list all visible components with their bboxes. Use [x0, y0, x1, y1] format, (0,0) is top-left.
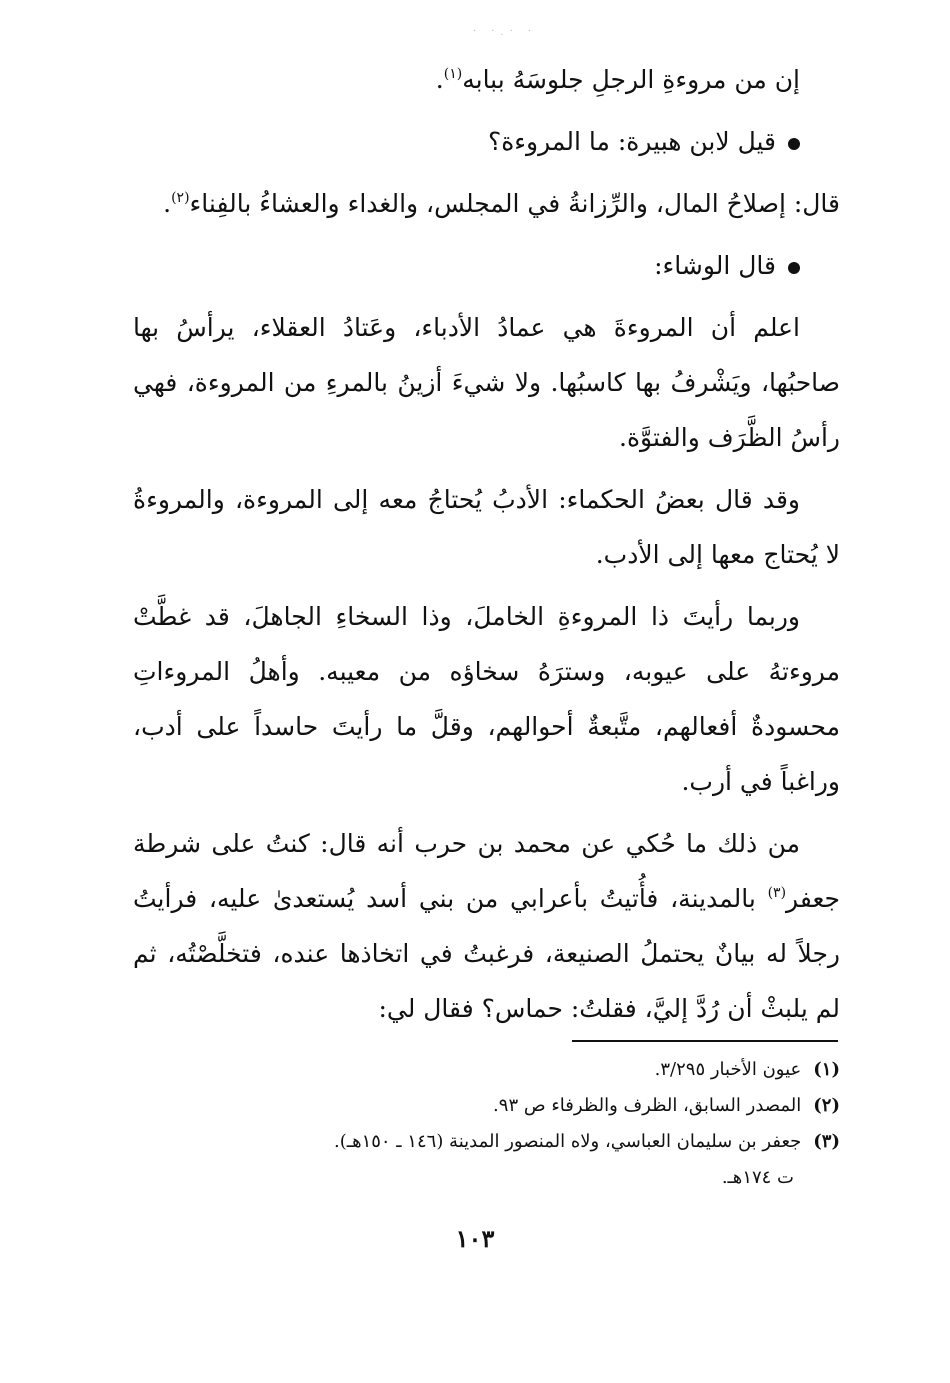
footnote-ref-1[interactable]: (١) [443, 66, 463, 82]
footnote-number: (٣) [813, 1131, 840, 1152]
footnote-1 [133, 1052, 840, 1088]
story-text-a: من ذلك ما حُكي عن محمد بن حرب أنه قال: كنتُ على شرطة جعفر [133, 829, 840, 913]
footnote-number: (٢) [813, 1095, 840, 1116]
footnotes [133, 1052, 840, 1196]
footnote-ref-3[interactable]: (٣) [767, 885, 787, 901]
footnote-3-continued: ت ١٧٤هـ. [721, 1167, 794, 1188]
paragraph-rubbama: وربما رأيتَ ذا المروءةِ الخاملَ، وذا السخاءِ الجاهلَ، قد غطَّتْ مروءتهُ على عيوبه، وسترَهُ سخاؤه من معيبه. وأهلُ المروءاتِ محسودةٌ أفعالهم، متَّبعةٌ أحوالهم، وقلَّ ما رأيتَ حاسداً على أدب، وراغباً في أرب. [133, 602, 840, 796]
bullet-icon [788, 138, 800, 150]
bullet-icon [788, 262, 800, 274]
washsha-heading [133, 238, 840, 293]
opening-text: إن من مروءةِ الرجلِ جلوسَهُ ببابه [462, 65, 800, 94]
footnote-ref-2[interactable]: (٢) [171, 190, 190, 206]
paragraph-story [133, 816, 840, 1036]
answer-hubaira-text: قال: إصلاحُ المال، والرِّزانةُ في المجلس، والغداء والعشاءُ بالفِناء [189, 189, 840, 218]
paragraph-hukama: وقد قال بعضُ الحكماء: الأدبُ يُحتاجُ معه إلى المروءة، والمروءةُ لا يُحتاج معها إلى الأدب. [133, 485, 840, 569]
footnote-number: (١) [813, 1059, 840, 1080]
footnote-3 [133, 1124, 840, 1160]
page-number: ١٠٣ [455, 1224, 495, 1253]
question-hubaira-text: قيل لابن هبيرة: ما المروءة؟ [487, 127, 776, 156]
footnote-divider [572, 1040, 838, 1042]
footnote-2 [133, 1088, 840, 1124]
footnote-text: عيون الأخبار ٣/٢٩٥. [654, 1059, 802, 1080]
opening-end: . [435, 65, 444, 94]
opening-line [133, 52, 840, 107]
footnote-text: جعفر بن سليمان العباسي، ولاه المنصور المدينة (١٤٦ ـ ١٥٠هـ). [334, 1131, 802, 1152]
story-text-b: بالمدينة، فأُتيتُ بأعرابي من بني أسد يُستعدىٰ عليه، فرأيتُ رجلاً له بيانٌ يحتملُ الصنيعة، فرغبتُ في اتخاذها عنده، فتخلَّصْتُه، ثم لم يلبثْ أن رُدَّ إليَّ، فقلتُ: حماس؟ فقال لي: [133, 884, 840, 1023]
main-text [133, 52, 840, 1036]
washsha-heading-text: قال الوشاء: [654, 251, 776, 280]
answer-hubaira [133, 176, 840, 231]
paragraph-adab: اعلم أن المروءةَ هي عمادُ الأدباء، وعَتادُ العقلاء، يرأسُ بها صاحبُها، ويَشْرفُ بها كاسبُها. ولا شيءَ أزينُ بالمرءِ من المروءة، فهي رأسُ الظَّرَف والفتوَّة. [133, 313, 840, 452]
answer-hubaira-end: . [163, 189, 172, 218]
footnote-text: المصدر السابق، الظرف والظرفاء ص ٩٣. [493, 1095, 802, 1116]
scan-artifact: · · · · · [472, 26, 538, 41]
question-hubaira [133, 114, 840, 169]
